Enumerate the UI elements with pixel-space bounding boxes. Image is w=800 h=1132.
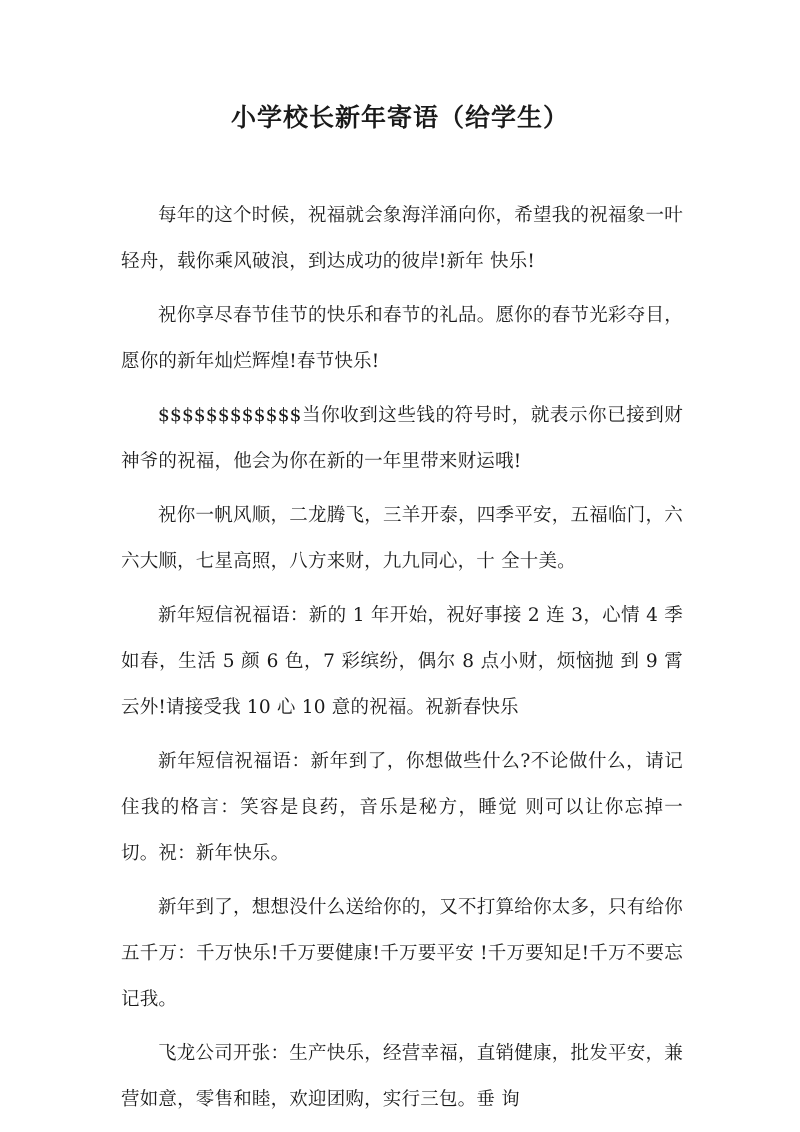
paragraph-8: 飞龙公司开张：生产快乐，经营幸福，直销健康，批发平安，兼营如意，零售和睦，欢迎团购，实行三包。垂 询 <box>121 1043 683 1110</box>
paragraph-2: 祝你享尽春节佳节的快乐和春节的礼品。愿你的春节光彩夺目，愿你的新年灿烂辉煌!春节快乐! <box>121 305 683 372</box>
paragraph-4: 祝你一帆风顺，二龙腾飞，三羊开泰，四季平安，五福临门，六六大顺，七星高照，八方来财，九九同心，十 全十美。 <box>121 505 683 572</box>
paragraph-3: $$$$$$$$$$$$当你收到这些钱的符号时，就表示你已接到财神爷的祝福，他会为你在新的一年里带来财运哦! <box>121 405 683 472</box>
page-title: 小学校长新年寄语（给学生） <box>230 103 569 132</box>
paragraph-7: 新年到了，想想没什么送给你的，又不打算给你太多，只有给你五千万：千万快乐!千万要健康!千万要平安 !千万要知足!千万不要忘记我。 <box>121 897 683 1010</box>
paragraph-1: 每年的这个时候，祝福就会象海洋涌向你，希望我的祝福象一叶轻舟，载你乘风破浪，到达成功的彼岸!新年 快乐! <box>121 205 683 272</box>
paragraph-6: 新年短信祝福语：新年到了，你想做些什么?不论做什么，请记住我的格言：笑容是良药，音乐是秘方，睡觉 则可以让你忘掉一切。祝：新年快乐。 <box>121 751 683 864</box>
paragraph-5: 新年短信祝福语：新的 1 年开始，祝好事接 2 连 3，心情 4 季如春，生活 5 颜 6 色，7 彩缤纷，偶尔 8 点小财，烦恼抛 到 9 霄云外!请接受我 10 心 10 意的祝福。祝新春快乐 <box>121 605 683 718</box>
document-body <box>121 193 683 1131</box>
